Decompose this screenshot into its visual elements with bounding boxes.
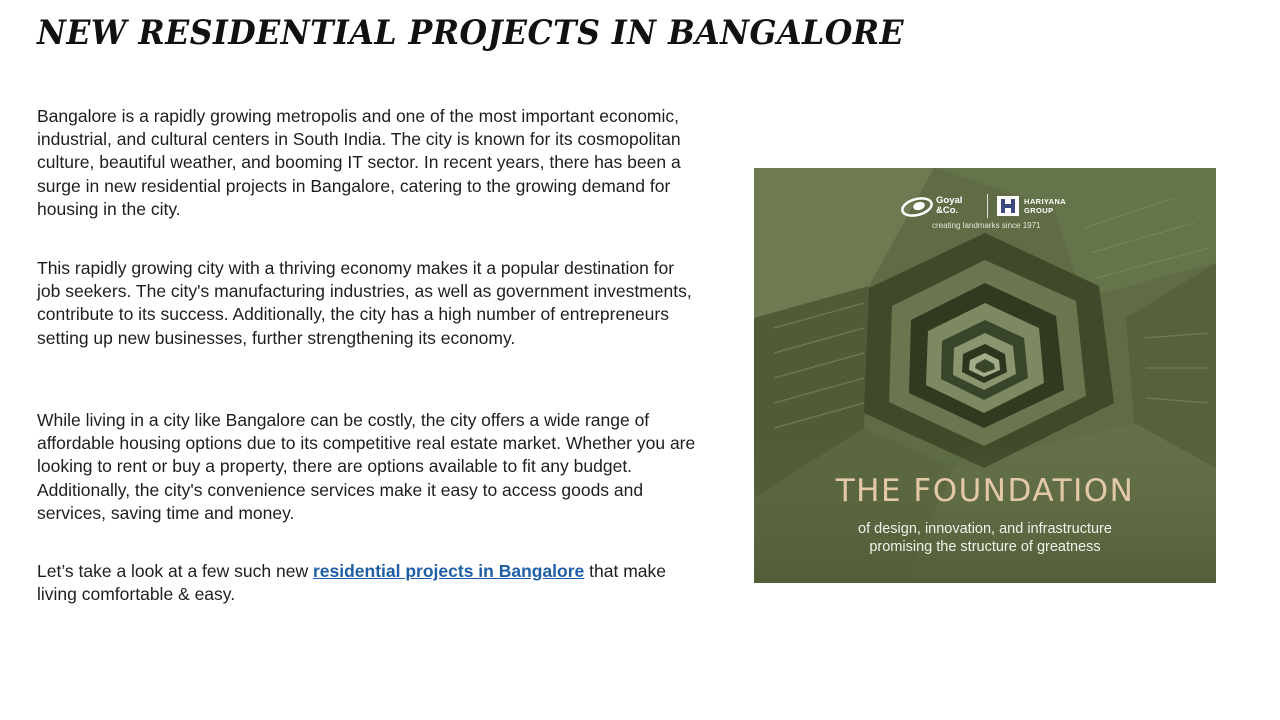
closing-text-after: that make living comfortable & easy. <box>37 561 666 605</box>
paragraph-closing <box>37 560 697 606</box>
brand-tagline: creating landmarks since 1971 <box>932 221 1041 230</box>
goyal-logo-text: Goyal &Co. <box>936 195 963 216</box>
promo-image <box>754 168 1216 583</box>
slide-title: NEW RESIDENTIAL PROJECTS IN BANGALORE <box>37 13 905 53</box>
paragraph-economy: This rapidly growing city with a thriving economy makes it a popular destination for job seekers. The city's manufacturing industries, as well as government investments, contribute to its success. Additionally, the city has a high number of entrepreneurs setting up new businesses, further strengthening its economy. <box>37 258 692 348</box>
hariyana-logo-text: HARIYANA GROUP <box>1024 197 1067 215</box>
promo-subheading-line-2: promising the structure of greatness <box>869 539 1101 555</box>
brand-bar <box>754 194 1216 234</box>
paragraph-intro: Bangalore is a rapidly growing metropolis and one of the most important economic, industrial, and cultural centers in South India. The city is known for its cosmopolitan culture, beautiful weather, and booming IT sector. In recent years, there has been a surge in new residential projects in Bangalore, catering to the growing demand for housing in the city. <box>37 106 681 219</box>
closing-text-before: Let’s take a look at a few such new <box>37 561 313 581</box>
promo-subheading-line-1: of design, innovation, and infrastructure <box>858 521 1112 537</box>
residential-projects-link[interactable]: residential projects in Bangalore <box>312 561 585 581</box>
brand-divider <box>987 194 988 218</box>
hariyana-logo-icon <box>997 196 1019 216</box>
paragraph-affordability: While living in a city like Bangalore can be costly, the city offers a wide range of affordable housing options due to its competitive real estate market. Whether you are looking to rent or buy a property, there are options available to fit any budget. Additionally, the city's convenience services make it easy to access goods and services, saving time and money. <box>37 410 696 523</box>
promo-heading: THE FOUNDATION <box>835 473 1135 509</box>
goyal-logo-icon <box>900 196 934 218</box>
